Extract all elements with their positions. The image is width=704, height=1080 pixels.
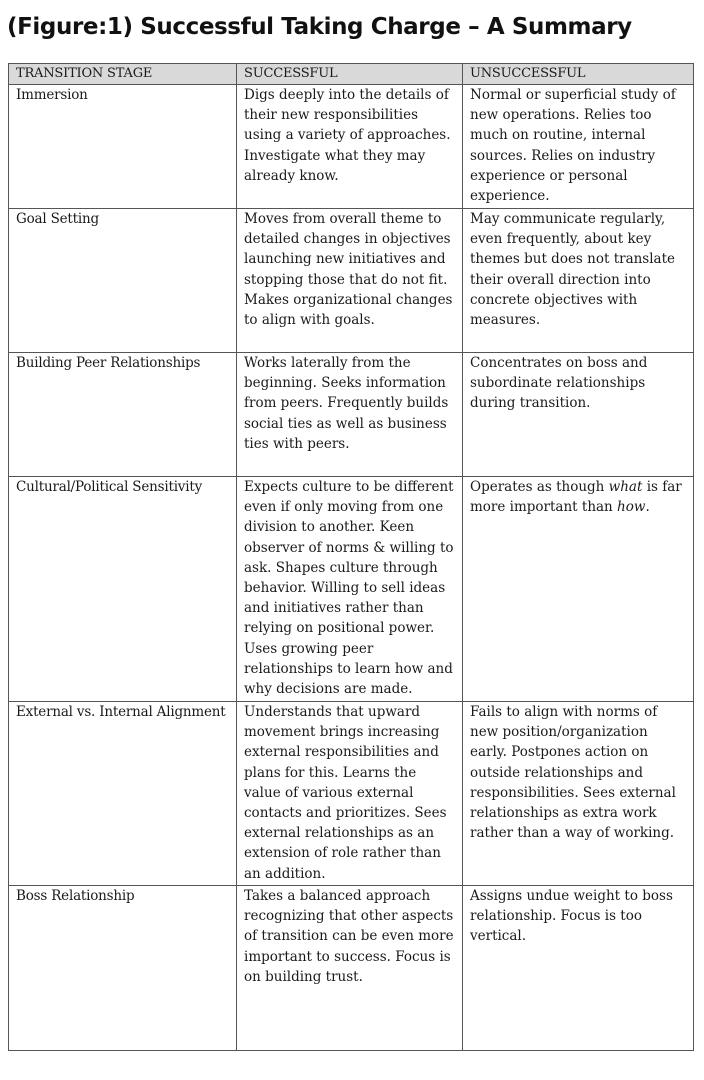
- taking-charge-summary-table: [8, 63, 694, 1051]
- figure-title: (Figure:1) Successful Taking Charge – A Summary: [7, 14, 632, 40]
- stage-cell: Immersion: [9, 85, 237, 209]
- emphasis-what: what: [608, 479, 643, 495]
- unsuccessful-cell: Normal or superficial study of new operations. Relies too much on routine, internal sources. Relies on industry experience or personal experience.: [463, 85, 694, 209]
- stage-cell: Goal Setting: [9, 209, 237, 353]
- successful-cell: Moves from overall theme to detailed changes in objectives launching new initiatives and stopping those that do not fit. Makes organizational changes to align with goals.: [237, 209, 463, 353]
- table-row: [9, 353, 694, 477]
- unsuccessful-text-part: .: [645, 499, 650, 516]
- unsuccessful-text-part: Operates as though: [470, 479, 609, 495]
- stage-cell: Building Peer Relationships: [9, 353, 237, 477]
- successful-cell: Digs deeply into the details of their new responsibilities using a variety of approaches. Investigate what they may already know.: [237, 85, 463, 209]
- header-transition-stage: TRANSITION STAGE: [9, 64, 237, 85]
- unsuccessful-cell: Concentrates on boss and subordinate relationships during transition.: [463, 353, 694, 477]
- table-header-row: [9, 64, 694, 85]
- stage-cell: Cultural/Political Sensitivity: [9, 477, 237, 702]
- unsuccessful-cell: Assigns undue weight to boss relationship. Focus is too vertical.: [463, 886, 694, 1051]
- table-row: [9, 209, 694, 353]
- table-row: [9, 477, 694, 702]
- stage-cell: External vs. Internal Alignment: [9, 702, 237, 886]
- table-row: [9, 886, 694, 1051]
- emphasis-how: how: [617, 499, 646, 516]
- header-successful: SUCCESSFUL: [237, 64, 463, 85]
- successful-cell: Takes a balanced approach recognizing that other aspects of transition can be even more important to success. Focus is on building trust.: [237, 886, 463, 1051]
- unsuccessful-cell: May communicate regularly, even frequently, about key themes but does not translate their overall direction into concrete objectives with measures.: [463, 209, 694, 353]
- unsuccessful-cell: [463, 477, 694, 702]
- successful-cell: Works laterally from the beginning. Seeks information from peers. Frequently builds social ties as well as business ties with peers.: [237, 353, 463, 477]
- stage-cell: Boss Relationship: [9, 886, 237, 1051]
- unsuccessful-cell: Fails to align with norms of new position/organization early. Postpones action on outside relationships and responsibilities. Sees external relationships as extra work rather than a way of working.: [463, 702, 694, 886]
- header-unsuccessful: UNSUCCESSFUL: [463, 64, 694, 85]
- table-row: [9, 85, 694, 209]
- unsuccessful-text-part: is far more important than: [470, 479, 682, 516]
- successful-cell: Expects culture to be different even if only moving from one division to another. Keen observer of norms & willing to ask. Shapes culture through behavior. Willing to sell ideas and initiatives rather than relying on positional power. Uses growing peer relationships to learn how and why decisions are made.: [237, 477, 463, 702]
- successful-cell: Understands that upward movement brings increasing external responsibilities and plans for this. Learns the value of various external contacts and prioritizes. Sees external relationships as an extension of role rather than an addition.: [237, 702, 463, 886]
- table-row: [9, 702, 694, 886]
